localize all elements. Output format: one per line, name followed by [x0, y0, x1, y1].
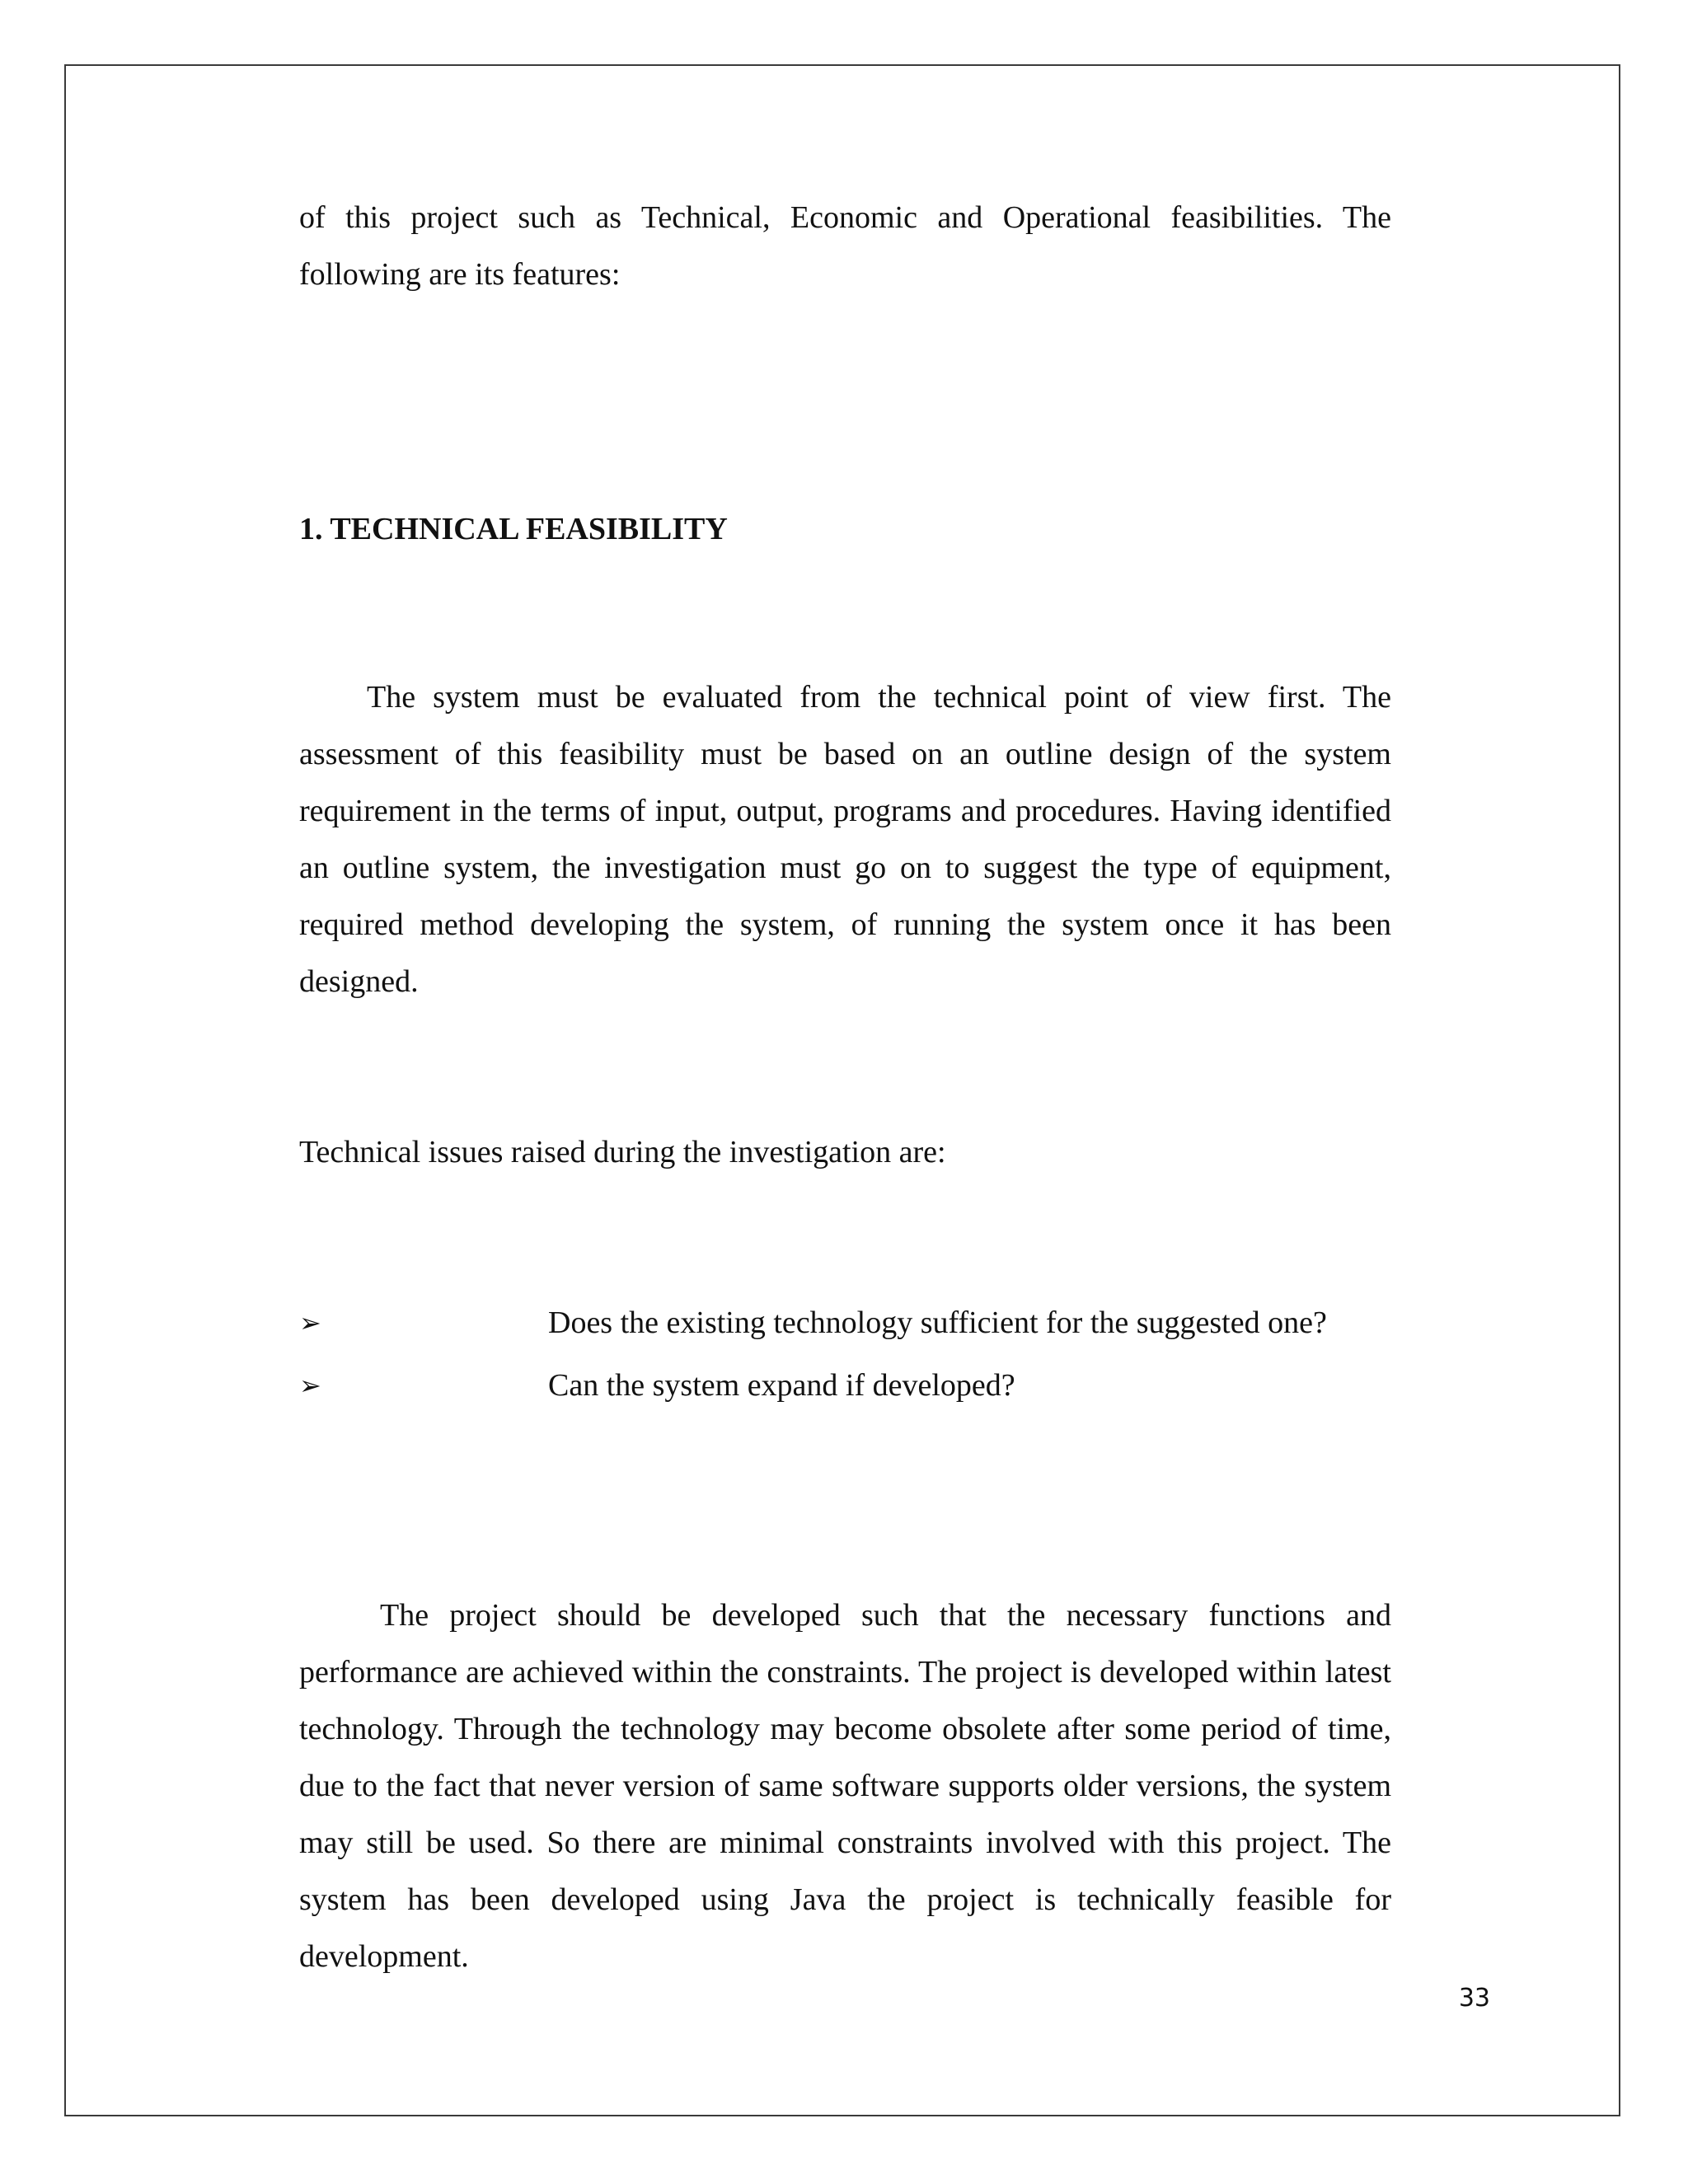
- feasibility-paragraph-block: [299, 1587, 1391, 1985]
- section-heading: 1. TECHNICAL FEASIBILITY: [299, 512, 728, 546]
- section-heading-block: [299, 509, 1391, 550]
- intro-line-1: of this project such as Technical, Economic and Operational feasibilities. The: [299, 200, 1391, 235]
- issues-intro: Technical issues raised during the investigation are:: [299, 1135, 946, 1169]
- issues-intro-block: [299, 1132, 1391, 1173]
- arrow-bullet-icon: ➢: [299, 1307, 321, 1338]
- bullet-text-1: Does the existing technology sufficient for the suggested one?: [548, 1305, 1327, 1340]
- arrow-bullet-icon: ➢: [299, 1370, 321, 1401]
- page-number: 33: [1458, 1984, 1490, 2013]
- intro-line-2: following are its features:: [299, 257, 621, 292]
- bullet-item-2: [299, 1365, 1453, 1406]
- technical-paragraph: The system must be evaluated from the technical point of view first. The assessment of this feasibility must be based on an outline design of the system requirement in the terms of input, output, programs and procedures. Having identified an outline system, the investigation must go on to suggest the type of equipment, required method developing the system, of running the system once it has been designed.: [299, 680, 1391, 999]
- feasibility-paragraph: The project should be developed such that the necessary functions and performance are achieved within the constraints. The project is developed within latest technology. Through the technology may become obsolete after some period of time, due to the fact that never version of same software supports older versions, the system may still be used. So there are minimal constraints involved with this project. The system has been developed using Java the project is technically feasible for development.: [299, 1598, 1391, 1974]
- bullet-text-2: Can the system expand if developed?: [548, 1368, 1015, 1403]
- bullet-item-1: [299, 1302, 1453, 1343]
- intro-paragraph: [299, 190, 1391, 303]
- technical-paragraph-block: [299, 669, 1391, 1010]
